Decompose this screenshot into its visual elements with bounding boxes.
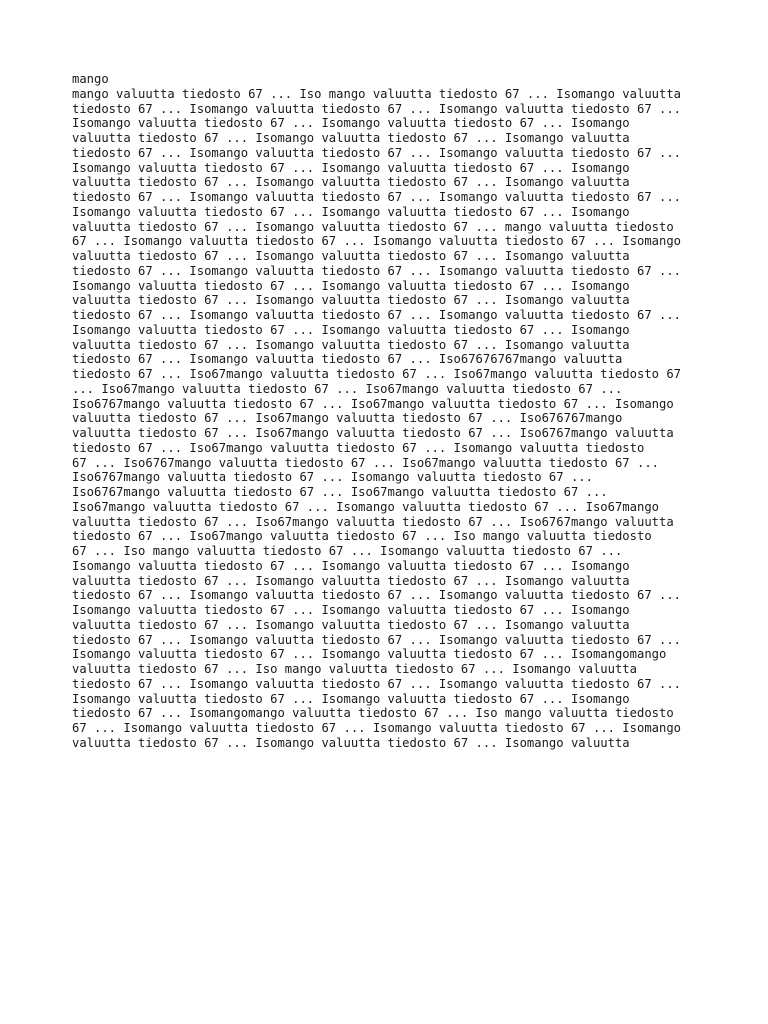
text-line: valuutta tiedosto 67 ... Iso mango valuutta tiedosto 67 ... Isomango valuutta xyxy=(72,662,637,676)
text-line: 67 ... Iso6767mango valuutta tiedosto 67 ... Iso67mango valuutta tiedosto 67 ... xyxy=(72,455,659,470)
text-line: valuutta tiedosto 67 ... Isomango valuutta tiedosto 67 ... Isomango valuutta xyxy=(72,131,630,145)
text-line: valuutta tiedosto 67 ... Isomango valuutta tiedosto 67 ... Isomango valuutta xyxy=(72,249,630,263)
text-line: valuutta tiedosto 67 ... Iso67mango valuutta tiedosto 67 ... Iso6767mango valuutta xyxy=(72,426,674,440)
text-line: valuutta tiedosto 67 ... Isomango valuutta tiedosto 67 ... mango valuutta tiedosto xyxy=(72,219,674,234)
text-line: valuutta tiedosto 67 ... Isomango valuutta tiedosto 67 ... Isomango valuutta xyxy=(72,293,630,308)
text-line: valuutta tiedosto 67 ... Isomango valuutta tiedosto 67 ... Isomango valuutta xyxy=(72,617,630,632)
text-line: valuutta tiedosto 67 ... Iso67mango valuutta tiedosto 67 ... Iso6767mango valuutta xyxy=(72,514,674,529)
text-line: 67 ... Isomango valuutta tiedosto 67 ... Isomango valuutta tiedosto 67 ... Isomango xyxy=(72,234,682,249)
text-line: valuutta tiedosto 67 ... Isomango valuutta tiedosto 67 ... Isomango valuutta xyxy=(72,337,630,352)
text-line: tiedosto 67 ... Isomango valuutta tiedosto 67 ... Isomango valuutta tiedosto 67 ... xyxy=(72,145,682,160)
text-line: valuutta tiedosto 67 ... Isomango valuutta tiedosto 67 ... Isomango valuutta xyxy=(72,573,630,588)
text-line: mango xyxy=(72,72,109,86)
text-line: Isomango valuutta tiedosto 67 ... Isomango valuutta tiedosto 67 ... Isomangomango xyxy=(72,647,667,662)
text-line: tiedosto 67 ... Iso67mango valuutta tiedosto 67 ... Iso67mango valuutta tiedosto 67 xyxy=(72,367,682,381)
text-line: Iso6767mango valuutta tiedosto 67 ... Iso67mango valuutta tiedosto 67 ... Isomango xyxy=(72,396,674,411)
text-line: tiedosto 67 ... Isomango valuutta tiedosto 67 ... Isomango valuutta tiedosto 67 ... xyxy=(72,632,682,647)
text-line: tiedosto 67 ... Isomango valuutta tiedosto 67 ... Isomango valuutta tiedosto 67 ... xyxy=(72,101,682,116)
text-line: tiedosto 67 ... Isomango valuutta tiedosto 67 ... Isomango valuutta tiedosto 67 ... xyxy=(72,676,682,691)
text-line: Iso67mango valuutta tiedosto 67 ... Isomango valuutta tiedosto 67 ... Iso67mango xyxy=(72,499,659,514)
text-line: Isomango valuutta tiedosto 67 ... Isomango valuutta tiedosto 67 ... Isomango xyxy=(72,558,630,573)
text-line: tiedosto 67 ... Iso67mango valuutta tiedosto 67 ... Iso mango valuutta tiedosto xyxy=(72,529,652,544)
document-body xyxy=(72,72,712,751)
text-line: tiedosto 67 ... Isomango valuutta tiedosto 67 ... Isomango valuutta tiedosto 67 ... xyxy=(72,190,682,204)
text-line: Isomango valuutta tiedosto 67 ... Isomango valuutta tiedosto 67 ... Isomango xyxy=(72,603,630,617)
text-line: valuutta tiedosto 67 ... Iso67mango valuutta tiedosto 67 ... Iso676767mango xyxy=(72,411,623,426)
text-line: valuutta tiedosto 67 ... Isomango valuutta tiedosto 67 ... Isomango valuutta xyxy=(72,735,630,750)
text-line: valuutta tiedosto 67 ... Isomango valuutta tiedosto 67 ... Isomango valuutta xyxy=(72,175,630,190)
text-line: Isomango valuutta tiedosto 67 ... Isomango valuutta tiedosto 67 ... Isomango xyxy=(72,691,630,706)
text-line: Isomango valuutta tiedosto 67 ... Isomango valuutta tiedosto 67 ... Isomango xyxy=(72,322,630,337)
text-line: ... Iso67mango valuutta tiedosto 67 ... Iso67mango valuutta tiedosto 67 ... xyxy=(72,381,623,396)
text-line: Isomango valuutta tiedosto 67 ... Isomango valuutta tiedosto 67 ... Isomango xyxy=(72,204,630,219)
text-line: tiedosto 67 ... Isomango valuutta tiedosto 67 ... Isomango valuutta tiedosto 67 ... xyxy=(72,308,682,322)
text-line: Iso6767mango valuutta tiedosto 67 ... Isomango valuutta tiedosto 67 ... xyxy=(72,470,593,485)
text-line: 67 ... Iso mango valuutta tiedosto 67 ... Isomango valuutta tiedosto 67 ... xyxy=(72,544,623,558)
text-line: tiedosto 67 ... Isomango valuutta tiedosto 67 ... Iso67676767mango valuutta xyxy=(72,352,623,367)
text-line: tiedosto 67 ... Isomango valuutta tiedosto 67 ... Isomango valuutta tiedosto 67 ... xyxy=(72,263,682,278)
text-line: tiedosto 67 ... Isomango valuutta tiedosto 67 ... Isomango valuutta tiedosto 67 ... xyxy=(72,588,682,603)
text-line: tiedosto 67 ... Isomangomango valuutta tiedosto 67 ... Iso mango valuutta tiedosto xyxy=(72,706,674,721)
text-line: Iso6767mango valuutta tiedosto 67 ... Iso67mango valuutta tiedosto 67 ... xyxy=(72,485,608,499)
text-line: 67 ... Isomango valuutta tiedosto 67 ... Isomango valuutta tiedosto 67 ... Isomango xyxy=(72,721,682,735)
text-line: tiedosto 67 ... Iso67mango valuutta tiedosto 67 ... Isomango valuutta tiedosto xyxy=(72,440,645,455)
text-line: Isomango valuutta tiedosto 67 ... Isomango valuutta tiedosto 67 ... Isomango xyxy=(72,116,630,131)
text-line: mango valuutta tiedosto 67 ... Iso mango valuutta tiedosto 67 ... Isomango valuutta xyxy=(72,86,682,101)
text-line: Isomango valuutta tiedosto 67 ... Isomango valuutta tiedosto 67 ... Isomango xyxy=(72,160,630,175)
text-line: Isomango valuutta tiedosto 67 ... Isomango valuutta tiedosto 67 ... Isomango xyxy=(72,278,630,293)
